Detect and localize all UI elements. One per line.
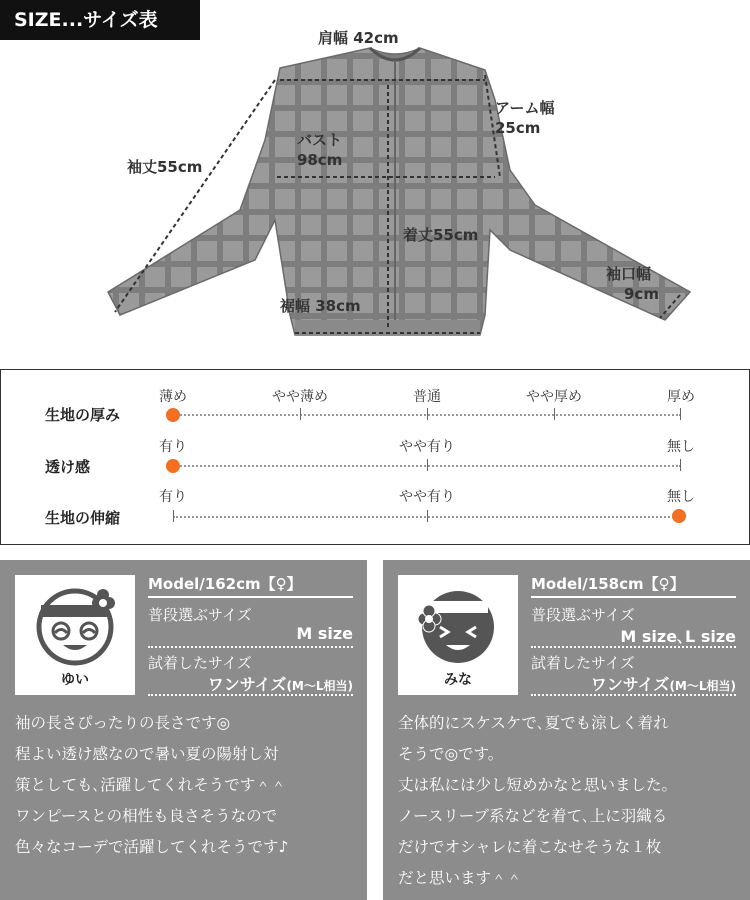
thickness-marker: [166, 408, 180, 422]
garment-body: [108, 48, 690, 335]
sheerness-option-yes: 有り: [159, 439, 187, 455]
scale-tick: [427, 510, 428, 522]
scale-tick: [300, 408, 301, 420]
size-chart-header: SIZE...サイズ表: [0, 0, 200, 40]
sheerness-option-slightly: やや有り: [399, 439, 455, 455]
review-line: 丈は私には少し短めかなと思いました。: [398, 776, 678, 794]
tried-size-value: [208, 672, 353, 695]
stretch-option-none: 無し: [667, 489, 695, 505]
fabric-properties-panel: [0, 369, 750, 545]
scale-tick: [173, 510, 174, 522]
review-card-yui: [0, 560, 367, 900]
review-text: [398, 708, 743, 894]
review-line: 色々なコーデで活躍してくれそうです♪: [15, 838, 289, 856]
review-line: だと思います＾＾: [398, 869, 523, 887]
tried-size-note: (M〜L相当): [286, 679, 353, 693]
shoulder-label: 肩幅 42cm: [318, 29, 399, 47]
scale-tick: [680, 408, 681, 420]
review-line: 袖の長さぴったりの長さです◎: [15, 714, 231, 732]
thickness-label: 生地の厚み: [45, 406, 121, 424]
avatar: [15, 575, 135, 695]
divider: [148, 596, 353, 598]
review-line: そうで◎です。: [398, 745, 504, 763]
tried-size-value: [591, 672, 736, 695]
avatar-name: みな: [444, 672, 472, 688]
stretch-option-slightly: やや有り: [399, 489, 455, 505]
thickness-option-thick: 厚め: [667, 389, 695, 405]
cuff-value: 9cm: [624, 285, 659, 303]
avatar: [398, 575, 518, 695]
review-text: [15, 708, 360, 863]
arm-width-value: 25cm: [495, 119, 541, 137]
stretch-label: 生地の伸縮: [45, 509, 121, 527]
divider: [531, 596, 736, 598]
scale-tick: [427, 459, 428, 471]
divider: [148, 694, 353, 696]
sheerness-marker: [166, 459, 180, 473]
usual-size-value: M size､L size: [620, 627, 736, 646]
divider: [531, 646, 736, 648]
thickness-option-normal: 普通: [413, 389, 441, 405]
length-label: 着丈55cm: [403, 226, 479, 244]
scale-tick: [554, 408, 555, 420]
review-line: 全体的にスケスケで､夏でも涼しく着れ: [398, 714, 669, 732]
thickness-option-slightly-thick: やや厚め: [526, 389, 582, 405]
usual-size-label: 普段選ぶサイズ: [531, 606, 635, 624]
stretch-marker: [672, 509, 686, 523]
tried-size-main: ワンサイズ: [207, 675, 287, 694]
bust-label: バスト: [297, 131, 343, 149]
model-info: Model/162cm【♀】: [148, 575, 302, 593]
review-line: ワンピースとの相性も良さそうなので: [15, 807, 278, 825]
review-line: ノースリーブ系などを着て､上に羽織る: [398, 807, 668, 825]
tried-size-label: 試着したサイズ: [148, 654, 252, 672]
tried-size-label: 試着したサイズ: [531, 654, 635, 672]
bust-value: 98cm: [297, 151, 343, 169]
divider: [531, 694, 736, 696]
sleeve-length-label: 袖丈55cm: [127, 158, 203, 176]
tried-size-main: ワンサイズ: [590, 675, 670, 694]
scale-tick: [427, 408, 428, 420]
usual-size-label: 普段選ぶサイズ: [148, 606, 252, 624]
review-line: だけでオシャレに着こなせそうな１枚: [398, 838, 662, 856]
sheerness-label: 透け感: [45, 458, 91, 476]
review-line: 程よい透け感なので暑い夏の陽射し対: [15, 745, 279, 763]
avatar-name: ゆい: [61, 672, 89, 688]
hem-label: 裾幅 38cm: [280, 297, 361, 315]
thickness-option-slightly-thin: やや薄め: [272, 389, 328, 405]
arm-width-label: アーム幅: [495, 99, 555, 117]
divider: [148, 646, 353, 648]
cuff-label: 袖口幅: [606, 265, 652, 283]
review-card-mina: [383, 560, 750, 900]
sheerness-option-none: 無し: [667, 439, 695, 455]
thickness-option-thin: 薄め: [159, 389, 187, 405]
scale-tick: [680, 459, 681, 471]
tried-size-note: (M〜L相当): [669, 679, 736, 693]
stretch-option-yes: 有り: [159, 489, 187, 505]
usual-size-value: M size: [296, 624, 353, 643]
model-info: Model/158cm【♀】: [531, 575, 685, 593]
review-line: 策としても､活躍してくれそうです＾＾: [15, 776, 287, 794]
cardigan-illustration: [90, 30, 700, 350]
